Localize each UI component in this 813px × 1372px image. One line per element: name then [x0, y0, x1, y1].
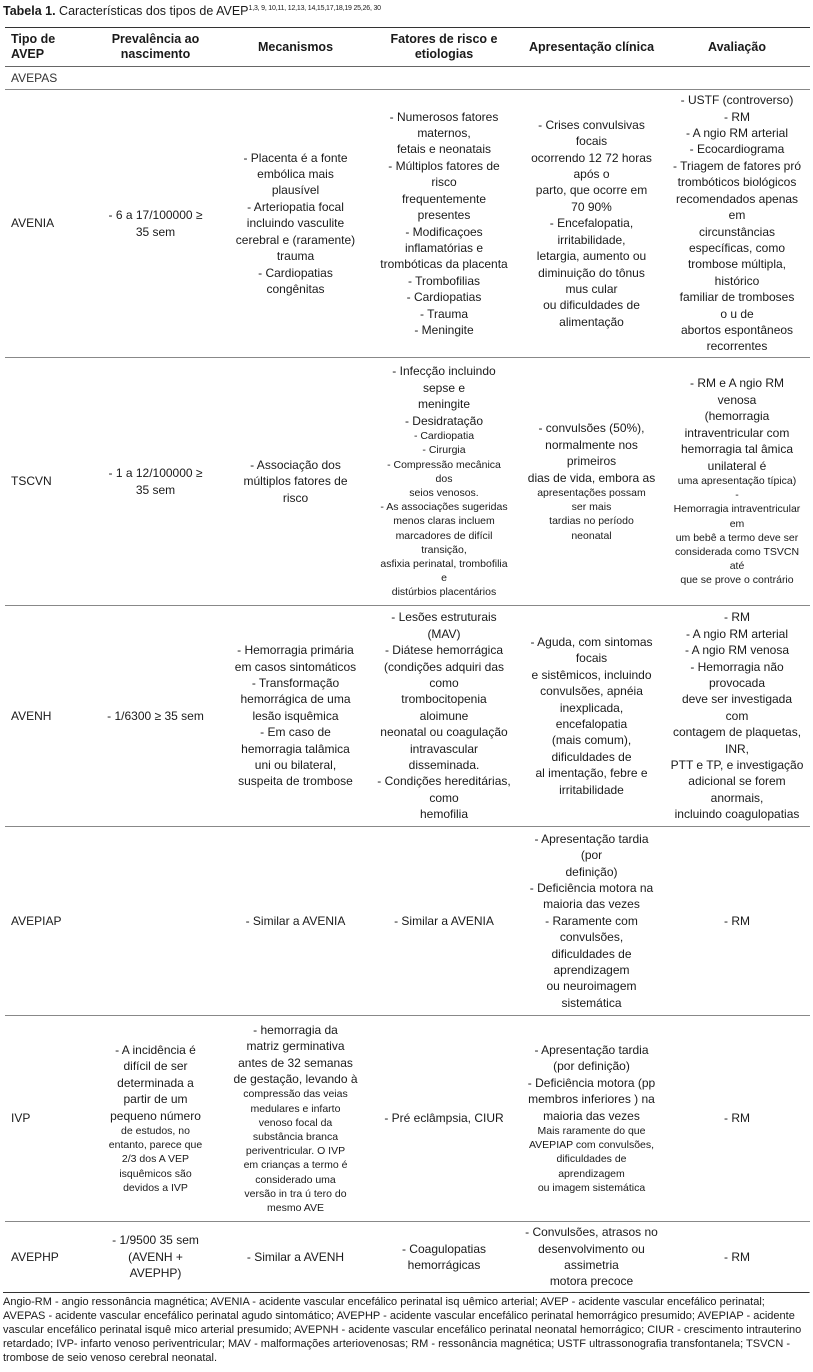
cell-line: definição)	[565, 864, 618, 879]
cell-line: adicional se forem	[688, 774, 786, 789]
cell-line: - Deficiência motora (pp	[527, 1075, 656, 1090]
evaluation-cell	[664, 1016, 810, 1222]
cell-line: - Modificaçoes	[405, 224, 483, 239]
risk-factors-cell	[369, 90, 519, 358]
risk-factors-cell	[369, 358, 519, 606]
cell-line: 35 sem	[135, 224, 176, 239]
cell-line: periventricular. O IVP	[245, 1145, 346, 1158]
cell-line: asfixia perinatal, trombofilia	[380, 557, 508, 570]
cell-line: - Cardiopatia	[413, 430, 475, 443]
cell-line: - RM	[724, 1111, 750, 1126]
cell-line: - 6 a 17/100000 ≥	[108, 208, 203, 223]
cell-line: - Meningite	[414, 322, 474, 337]
cell-line: AVEPHP)	[129, 1266, 182, 1281]
cell-line: em	[728, 208, 746, 223]
clinical-cell	[519, 606, 664, 827]
cell-line: entanto, parece que	[108, 1139, 203, 1152]
type-cell: IVP	[5, 1016, 89, 1222]
cell-line: inflamatórias e	[404, 240, 484, 255]
cell-line: - RM	[724, 913, 750, 928]
evaluation-cell	[664, 606, 810, 827]
cell-line: maioria das vezes	[543, 897, 640, 912]
clinical-cell	[519, 1222, 664, 1293]
cell-line: ocorrendo 12 72 horas	[531, 150, 652, 165]
table-footnote: Angio-RM - angio ressonância magnética; AVENIA - acidente vascular encefálico perinatal isq uêmico arterial; AVEP - acidente vascular encefálico perinatal; AVEPAS - acidente vascular encefálico perinatal agudo sintomático; AVEPHP - acidente vascular encefálico perinatal hemorrágico presumido; AVEPIAP - acidente vascular encefálico perinatal isquê mico arterial presumido; AVEPNH - acidente vascular encefálico perinatal neonatal hemorrágico; CIUR - crescimento intrauterino retardado; IVP- infarto venoso periventricular; MAV - malformações arteriovenosas; RM - ressonância magnética; USTF ultrassonografia transfontanela; TSVCN - trombose de seio venoso cerebral neonatal.	[3, 1292, 809, 1365]
cell-line: ou neuroimagem	[546, 979, 637, 994]
cell-line: trombóticos biológicos	[677, 175, 797, 190]
cell-line: hemorrágica de uma	[240, 692, 351, 707]
cell-line: - 1/9500 35 sem	[112, 1233, 199, 1248]
cell-line: - Encefalopatia,	[549, 216, 634, 231]
cell-line: - RM e A ngio RM	[689, 376, 785, 391]
caption-label: Tabela 1.	[3, 4, 56, 18]
cell-line: - Compressão mecânica	[387, 458, 501, 471]
cell-line: disseminada.	[408, 758, 480, 773]
clinical-cell	[519, 358, 664, 606]
cell-line: focais	[575, 134, 608, 149]
risk-factors-cell	[369, 827, 519, 1016]
cell-line: encefalopatia	[555, 717, 628, 731]
cell-line: apresentações possam	[537, 486, 646, 499]
cell-line: - Lesões estruturais	[391, 610, 497, 625]
cell-line: como	[429, 790, 459, 805]
cell-line: mus cular	[565, 281, 618, 296]
header-risk-factors: Fatores de risco e etiologias	[390, 32, 498, 61]
cell-line: - Cirurgia	[422, 444, 466, 457]
clinical-cell	[519, 1016, 664, 1222]
cell-line: incluindo coagulopatias	[674, 807, 800, 822]
cell-line: mesmo AVE	[267, 1202, 324, 1215]
cell-line: uni ou bilateral,	[254, 758, 337, 773]
cell-line: - Raramente com	[545, 913, 638, 928]
cell-line: antes de 32 semanas	[238, 1055, 353, 1070]
header-clinical: Apresentação clínica	[528, 39, 655, 54]
mechanisms-cell	[222, 827, 369, 1016]
cell-line: - Transformação	[251, 675, 340, 690]
risk-factors-cell	[369, 606, 519, 827]
cell-line: - Arteriopatia focal	[247, 199, 344, 214]
caption-references: 1,3, 9, 10,11, 12,13, 14,15,17,18,19 25,26, 30	[248, 4, 381, 12]
cell-line: lesão isquêmica	[252, 708, 339, 723]
evaluation-cell	[664, 358, 810, 606]
cell-line: PTT e TP, e investigação	[670, 758, 804, 773]
risk-factors-cell	[369, 1222, 519, 1293]
table-row	[5, 1222, 810, 1293]
cell-line: marcadores de difícil	[395, 529, 493, 542]
cell-line: dificuldades de	[551, 946, 632, 961]
cell-line: difícil de ser	[123, 1059, 188, 1074]
cell-line: diminuição do tônus	[538, 265, 645, 280]
cell-line: - Numerosos fatores	[389, 109, 499, 124]
type-cell: AVEPHP	[5, 1222, 89, 1293]
cell-line: - A ngio RM venosa	[684, 643, 790, 658]
cell-line: convulsões,	[559, 930, 624, 945]
cell-line: trauma	[276, 249, 315, 264]
cell-line: - Triagem de fatores pró	[672, 158, 802, 173]
cell-line: - Similar a AVENIA	[394, 913, 494, 928]
cell-line: ou dificuldades de	[543, 298, 640, 313]
cell-line: abortos espontâneos	[680, 322, 794, 337]
cell-line: - Infecção incluindo	[392, 364, 496, 379]
mechanisms-cell	[222, 606, 369, 827]
cell-line: plausível	[271, 183, 320, 198]
cell-line: recomendados apenas	[675, 191, 799, 206]
cell-line: aprendizagem	[558, 1167, 625, 1180]
type-cell: AVENIA	[5, 90, 89, 358]
cell-line: - Em caso de	[260, 725, 331, 740]
cell-line: embólica mais	[257, 167, 334, 182]
cell-line: inexplicada,	[559, 700, 624, 715]
cell-line: em crianças a termo é	[243, 1159, 348, 1172]
evaluation-cell	[664, 1222, 810, 1293]
table-row	[5, 90, 810, 358]
cell-line: e sistêmicos, incluindo	[531, 667, 652, 682]
cell-line: e	[441, 572, 447, 585]
cell-line: - Coagulopatias	[401, 1241, 487, 1256]
cell-line: venosa	[717, 392, 757, 407]
cell-line: assimetria	[564, 1258, 619, 1272]
cell-line: frequentemente	[401, 191, 487, 206]
table-caption	[3, 3, 808, 19]
cell-line: substância branca	[252, 1131, 339, 1143]
cell-line: letargia, aumento ou	[536, 249, 647, 264]
prevalence-cell	[89, 606, 222, 827]
cell-line: - As associações sugeridas	[380, 501, 508, 514]
cell-line: até	[729, 560, 745, 573]
cell-line: - A ngio RM arterial	[685, 126, 789, 141]
cell-line: como	[429, 675, 459, 690]
cell-line: Mais raramente do que	[537, 1125, 646, 1137]
cell-line: meningite	[417, 397, 471, 412]
cell-line: AVEPIAP com convulsões,	[528, 1139, 655, 1152]
cell-line: considerada como TSVCN	[674, 545, 800, 558]
cell-line: risco	[282, 490, 309, 505]
cell-line: intravascular	[409, 741, 479, 756]
cell-line: unilateral é	[707, 458, 767, 473]
cell-line: motora precoce	[549, 1274, 634, 1289]
cell-line: - Placenta é a fonte	[243, 150, 348, 165]
cell-line: convulsões, apnéia	[540, 684, 643, 699]
cell-line: (hemorragia	[704, 409, 770, 424]
cell-line: aprendizagem	[553, 963, 630, 978]
cell-line: ser mais	[571, 501, 612, 514]
cell-line: (AVENH +	[128, 1249, 183, 1264]
cell-line: sepse e	[422, 380, 466, 395]
cell-line: suspeita de trombose	[238, 774, 353, 789]
cell-line: incluindo vasculite	[246, 216, 345, 231]
cell-line: alimentação	[559, 314, 624, 329]
cell-line: em	[729, 517, 745, 530]
cell-line: com	[725, 708, 749, 723]
cell-line: devidos a IVP	[123, 1181, 188, 1194]
cell-line: - Ecocardiograma	[689, 142, 785, 157]
cell-line: múltiplos fatores de	[243, 474, 348, 489]
cell-line: seios venosos.	[409, 486, 479, 499]
type-cell: TSCVN	[5, 358, 89, 606]
cell-line: determinada a	[117, 1075, 194, 1090]
cell-line: isquêmicos são	[119, 1167, 192, 1180]
cell-line: membros inferiores ) na	[528, 1092, 655, 1107]
cell-line: normalmente nos	[545, 437, 638, 452]
cell-line: - Similar a AVENIA	[245, 913, 346, 928]
cell-line: maioria das vezes	[543, 1108, 640, 1123]
cell-line: - Convulsões, atrasos no	[525, 1225, 658, 1240]
prevalence-cell	[89, 1222, 222, 1293]
cell-line: transição,	[421, 543, 467, 556]
cell-line: - Condições hereditárias,	[377, 774, 511, 789]
cell-line: menos claras incluem	[393, 515, 495, 528]
cell-line: em casos sintomáticos	[234, 659, 357, 674]
table-row	[5, 827, 810, 1016]
cell-line: dificuldades de	[556, 1153, 627, 1166]
clinical-cell	[519, 827, 664, 1016]
cell-line: - Trombofilias	[407, 273, 481, 288]
cell-line: uma apresentação típica)	[677, 474, 797, 487]
group-label: AVEPAS	[5, 67, 810, 90]
cell-line: intraventricular com	[684, 425, 790, 440]
prevalence-cell	[89, 90, 222, 358]
cell-line: Hemorragia intraventricular	[673, 503, 801, 516]
cell-line: neonatal ou coagulação	[380, 725, 508, 740]
cell-line: compressão das veias	[243, 1088, 348, 1101]
caption-text: Características dos tipos de AVEP	[55, 4, 249, 18]
cell-line: - Desidratação	[404, 413, 484, 428]
cell-line: aloimune	[419, 708, 469, 723]
cell-line: partir de um	[123, 1092, 188, 1107]
table-row	[5, 358, 810, 606]
cell-line: - Deficiência motora na	[529, 880, 654, 895]
cell-line: - Trauma	[419, 306, 468, 321]
cell-line: - Múltiplos fatores de	[388, 158, 500, 173]
cell-line: familiar de tromboses	[679, 290, 795, 305]
cell-line: - A incidência é	[115, 1042, 196, 1057]
cell-line: - Apresentação tardia	[534, 831, 649, 846]
cell-line: trombocitopenia	[401, 692, 487, 707]
cell-line: - Crises convulsivas	[538, 117, 645, 132]
type-cell: AVEPIAP	[5, 827, 89, 1016]
cell-line: anormais,	[710, 790, 764, 805]
group-row	[5, 67, 810, 90]
cell-line: INR,	[725, 741, 749, 756]
prevalence-cell	[89, 827, 222, 1016]
cell-line: de estudos, no	[121, 1125, 190, 1137]
cell-line: presentes	[417, 208, 471, 223]
cell-line: venoso focal da	[258, 1116, 333, 1129]
cell-line: al imentação, febre e	[535, 766, 648, 781]
cell-line: considerado uma	[255, 1173, 336, 1186]
cell-line: trombóticas da placenta	[380, 257, 508, 272]
cell-line: de gestação, levando à	[233, 1071, 358, 1086]
cell-line: 35 sem	[135, 482, 176, 497]
cell-line: risco	[431, 175, 457, 190]
cell-line: versão in tra ú tero do	[244, 1187, 347, 1200]
cell-line: cerebral e (raramente)	[235, 232, 356, 247]
cell-line: hemofilia	[419, 807, 469, 822]
cell-line: tardias no período	[549, 515, 634, 528]
cell-line: matriz germinativa	[246, 1039, 345, 1054]
header-row	[5, 28, 810, 67]
avep-characteristics-table	[5, 27, 810, 1293]
cell-line: hemorragia tal âmica	[680, 442, 794, 457]
mechanisms-cell	[222, 1016, 369, 1222]
table-row	[5, 606, 810, 827]
cell-line: medulares e infarto	[250, 1102, 341, 1115]
header-prevalence: Prevalência ao nascimento	[111, 32, 200, 61]
cell-line: - USTF (controverso)	[680, 93, 794, 108]
header-type: Tipo de AVEP	[11, 32, 56, 61]
cell-line: (MAV)	[427, 626, 461, 641]
header-evaluation: Avaliação	[708, 39, 766, 54]
mechanisms-cell	[222, 358, 369, 606]
cell-line: um bebê a termo deve ser	[675, 531, 799, 544]
cell-line: deve ser investigada	[681, 692, 793, 707]
type-cell: AVENH	[5, 606, 89, 827]
cell-line: - 1/6300 ≥ 35 sem	[107, 708, 204, 723]
cell-line: - convulsões (50%),	[538, 421, 645, 436]
prevalence-cell	[89, 1016, 222, 1222]
cell-line: sistemática	[561, 995, 622, 1010]
prevalence-cell	[89, 358, 222, 606]
cell-line: - Apresentação tardia	[534, 1042, 649, 1057]
cell-line: pequeno número	[110, 1108, 201, 1123]
cell-line: (por definição)	[553, 1059, 630, 1074]
cell-line: hemorragia talâmica	[241, 741, 350, 756]
cell-line: desenvolvimento ou	[538, 1241, 645, 1256]
cell-line: - Aguda, com sintomas	[530, 634, 653, 649]
risk-factors-cell	[369, 1016, 519, 1222]
cell-line: distúrbios placentários	[391, 586, 497, 599]
cell-line: (por	[580, 848, 603, 863]
cell-line: histórico	[714, 273, 760, 288]
cell-line: dias de vida, embora as	[527, 470, 656, 485]
table-row	[5, 1016, 810, 1222]
cell-line: primeiros	[566, 454, 617, 469]
cell-line: - 1 a 12/100000 ≥	[108, 466, 203, 481]
cell-line: congênitas	[266, 281, 325, 296]
cell-line: (condições adquiri das	[383, 659, 505, 674]
cell-line: parto, que ocorre em	[535, 183, 648, 198]
cell-line: - Cardiopatias	[406, 290, 482, 305]
cell-line: - A ngio RM arterial	[685, 626, 789, 641]
mechanisms-cell	[222, 1222, 369, 1293]
cell-line: dificuldades de	[551, 749, 632, 764]
cell-line: fetais e neonatais	[396, 142, 492, 157]
cell-line: - Associação dos	[250, 457, 341, 472]
cell-line: - RM	[724, 109, 750, 124]
evaluation-cell	[664, 827, 810, 1016]
cell-line: irritabilidade	[559, 782, 624, 797]
cell-line: - Cardiopatias	[258, 265, 333, 280]
cell-line: - RM	[724, 1249, 750, 1264]
evaluation-cell	[664, 90, 810, 358]
cell-line: trombose múltipla,	[687, 257, 787, 272]
clinical-cell	[519, 90, 664, 358]
cell-line: recorrentes	[706, 339, 768, 354]
cell-line: 2/3 dos A VEP	[121, 1153, 190, 1166]
cell-line: dos	[435, 472, 453, 485]
cell-line: contagem de plaquetas,	[672, 725, 802, 740]
cell-line: - Pré eclâmpsia, CIUR	[384, 1111, 504, 1126]
cell-line: -	[735, 489, 739, 502]
cell-line: neonatal	[571, 529, 612, 542]
cell-line: - Diátese hemorrágica	[384, 643, 504, 658]
cell-line: - RM	[724, 610, 750, 625]
cell-line: - Hemorragia primária	[237, 643, 354, 658]
cell-line: ou imagem sistemática	[537, 1181, 646, 1194]
cell-line: 70 90%	[571, 199, 612, 214]
cell-line: específicas, como	[688, 240, 786, 255]
cell-line: - Similar a AVENH	[246, 1249, 345, 1264]
cell-line: o u de	[720, 306, 754, 321]
cell-line: irritabilidade,	[557, 232, 626, 247]
cell-line: - Hemorragia não	[690, 659, 784, 674]
cell-line: que se prove o contrário	[680, 574, 794, 587]
header-mechanisms: Mecanismos	[257, 39, 334, 54]
cell-line: maternos,	[417, 126, 471, 141]
cell-line: focais	[575, 651, 608, 666]
cell-line: circunstâncias	[698, 224, 776, 239]
cell-line: hemorrágicas	[407, 1258, 481, 1272]
mechanisms-cell	[222, 90, 369, 358]
cell-line: provocada	[708, 675, 766, 690]
cell-line: após o	[573, 167, 610, 182]
cell-line: - hemorragia da	[253, 1022, 338, 1037]
cell-line: (mais comum),	[551, 733, 632, 748]
